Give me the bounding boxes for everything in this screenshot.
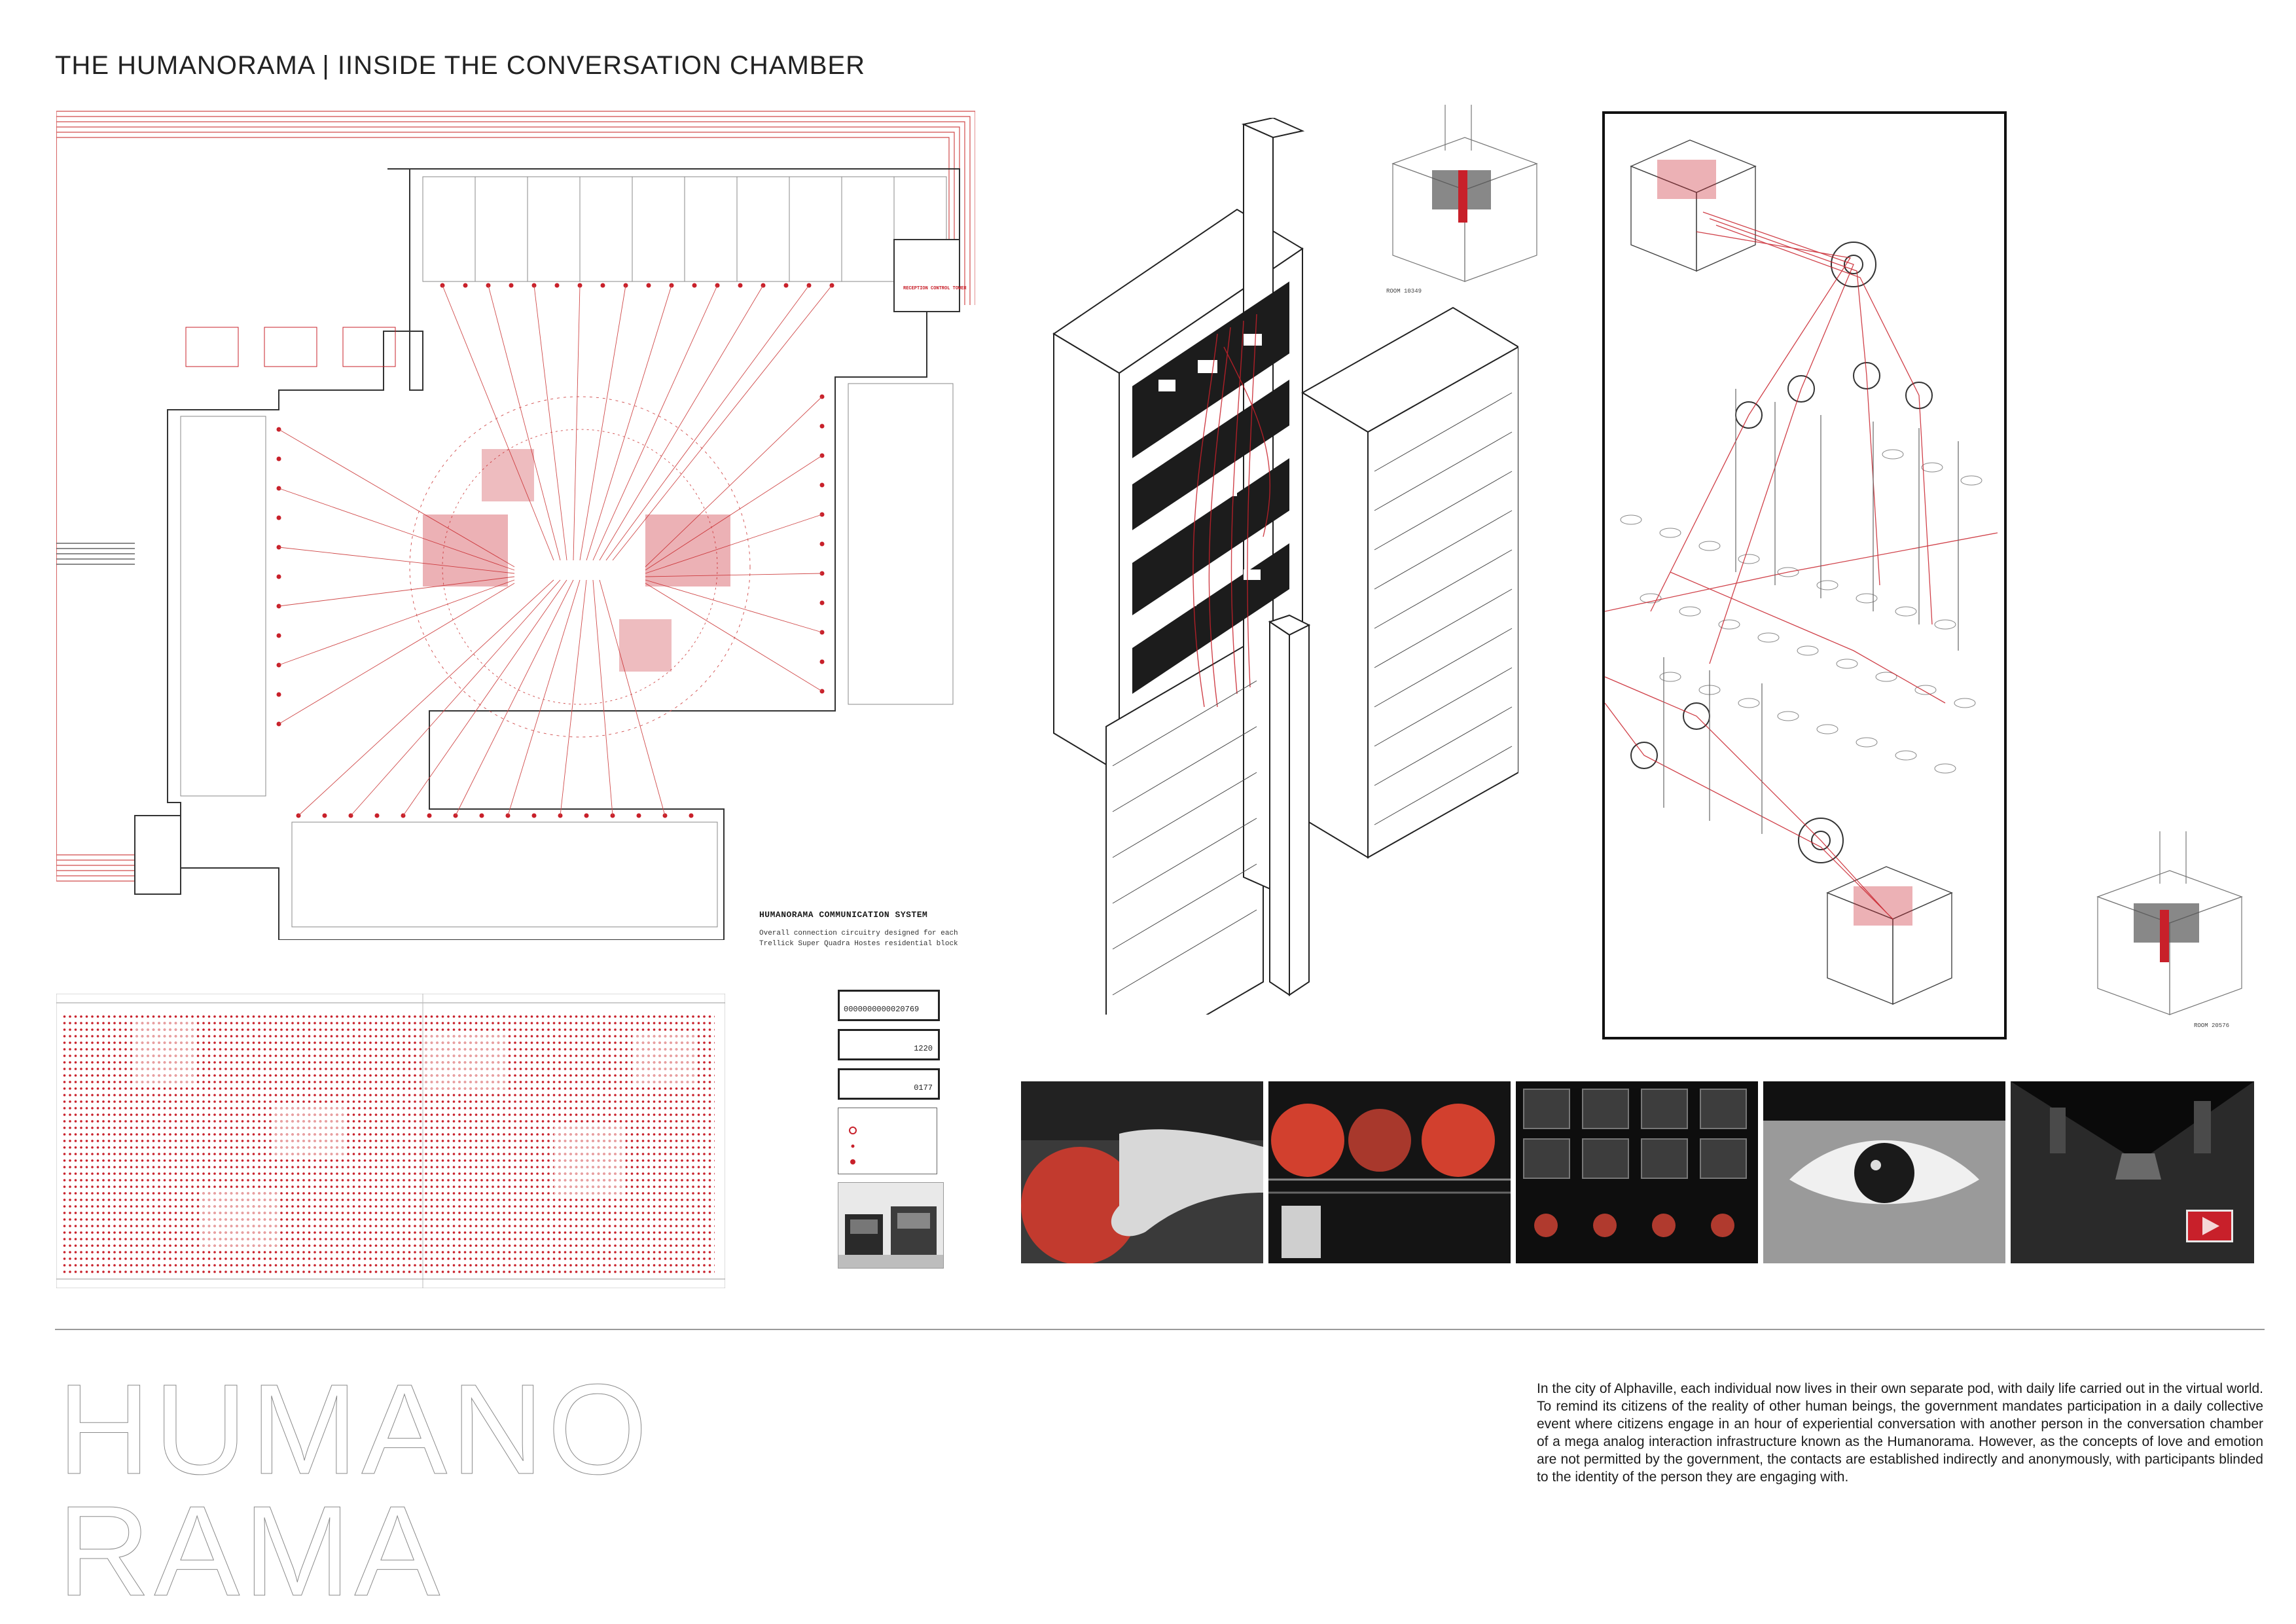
legend-box [838, 1108, 937, 1174]
room-cube-top [1380, 92, 1550, 288]
room-label-bottom: ROOM 20576 [2194, 1022, 2230, 1029]
title-line-1: HUMANO [58, 1358, 652, 1501]
system-caption-title: HUMANORAMA COMMUNICATION SYSTEM [759, 910, 928, 920]
status-box-3 [838, 1068, 940, 1100]
system-caption-line1: Overall connection circuitry designed for each [759, 929, 958, 937]
unit-number-box [838, 990, 940, 1021]
reception-label: RECEPTION CONTROL TOWER [903, 286, 967, 291]
photo-eye [1763, 1081, 2005, 1263]
connection-matrix [56, 994, 725, 1288]
play-button[interactable] [2186, 1210, 2233, 1242]
photo-hand-dial [1021, 1081, 1263, 1263]
status-value-2: 1220 [914, 1044, 933, 1053]
control-room-photo [838, 1182, 944, 1269]
title-line-2: RAMA [58, 1479, 444, 1623]
photo-monitor-wall [1516, 1081, 1758, 1263]
status-value-3: 0177 [914, 1083, 933, 1092]
section-divider [55, 1329, 2265, 1330]
room-label-top: ROOM 10349 [1386, 288, 1422, 295]
photo-red-reels [1268, 1081, 1511, 1263]
system-caption-line2: Trellick Super Quadra Hostes residential block [759, 940, 958, 948]
room-cube-bottom [2088, 825, 2251, 1021]
mechanism-panel [1602, 111, 2007, 1039]
board-title: THE HUMANORAMA | IINSIDE THE CONVERSATION CHAMBER [55, 51, 866, 80]
status-box-2 [838, 1029, 940, 1060]
play-icon [2188, 1212, 2231, 1240]
unit-number-value: 0000000000020769 [844, 1005, 920, 1014]
floor-plan [56, 109, 975, 940]
body-paragraph: In the city of Alphaville, each individual now lives in their own separate pod, with daily life carried out in the virtual world. To remind its citizens of the reality of other human beings, the government mandates participation in a daily collective event where citizens engage in an hour of experiential conversation with another person in the conversation chamber of a mega analog interaction infrastructure known as the Humanorama. However, as the concepts of love and emotion are not permitted by the government, the contacts are established indirectly and anonymously, with participants blinded to the identity of the person they are engaging with. [1537, 1381, 2263, 1485]
